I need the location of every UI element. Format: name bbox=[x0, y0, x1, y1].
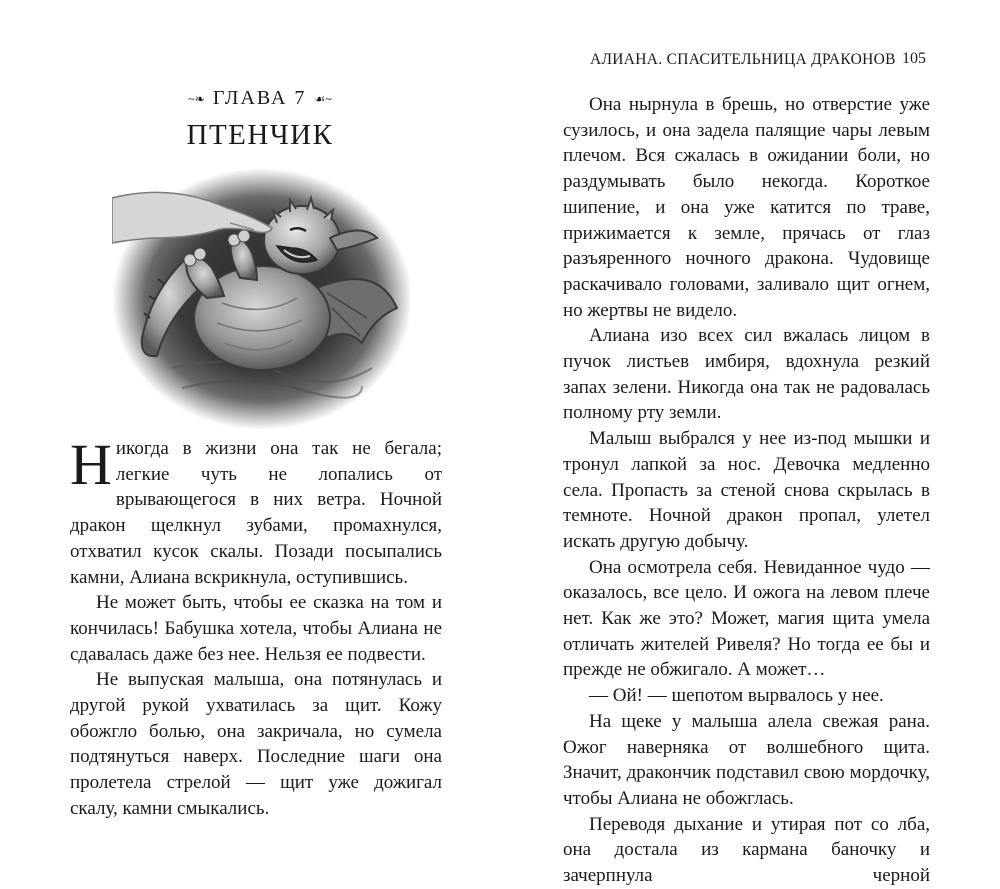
chapter-number: ГЛАВА 7 bbox=[212, 87, 307, 109]
right-page-text bbox=[563, 92, 930, 889]
dialogue-line: — Ой! — шепотом вырвалось у нее. bbox=[589, 685, 884, 707]
opening-paragraph bbox=[70, 432, 442, 590]
paragraph: Она осмотрела себя. Невиданное чудо — оказалось, все цело. И ожога на левом плече нет. Как же это? Может, магия щита умела отличать жителей Ривеля? Но тогда ее бы и прежде не обжигало. А может… bbox=[563, 556, 930, 681]
ornament-left-icon: ~❧ bbox=[188, 92, 205, 107]
right-page bbox=[500, 0, 1000, 887]
paragraph: Не может быть, чтобы ее сказка на том и кончилась! Бабушка хотела, чтобы Алиана не сдавалась даже без нее. Нельзя ее подвести. bbox=[70, 592, 442, 665]
paragraph: Переводя дыхание и утирая пот со лба, она достала из кармана баночку и зачерпнула черной bbox=[563, 813, 930, 887]
left-page bbox=[0, 0, 500, 819]
paragraph: Не выпуская малыша, она потянулась и другой рукой ухватилась за щит. Кожу обожгло болью, она закричала, но сумела подтянуться наверх. Последние шаги она пролетела стрелой — щит уже дожигал скалу, камни смыкались. bbox=[70, 669, 442, 819]
paragraph: На щеке у малыша алела свежая рана. Ожог наверняка от волшебного щита. Значит, дракончик подставил свою мордочку, чтобы Алиана не обожглась. bbox=[563, 710, 930, 809]
ornament-right-icon: ☙~ bbox=[314, 92, 332, 107]
page-number: 105 bbox=[902, 50, 926, 67]
left-page-text bbox=[70, 432, 442, 822]
chapter-label bbox=[150, 86, 370, 111]
baby-dragon-illustration bbox=[112, 168, 412, 430]
chapter-title: ПТЕНЧИК bbox=[186, 119, 334, 151]
paragraph: Малыш выбрался у нее из-под мышки и тронул лапкой за нос. Девочка медленно села. Пропасть за стеной снова скрылась в темноте. Ночной дракон пропал, улетел искать другую добычу. bbox=[563, 428, 930, 552]
paragraph: Алиана изо всех сил вжалась лицом в пучок листьев имбиря, вдохнула резкий запах зелени. Никогда она так не радовалась полному рту земли. bbox=[563, 325, 930, 424]
drop-cap: Н bbox=[70, 432, 112, 497]
opening-paragraph-text: икогда в жизни она так не бегала; легкие чуть не лопались от врывающегося в них ветра. Ночной дракон щелкнул зубами, промахнулся, отхватил кусок скалы. Позади посыпались камни, Алиана вскрикнула, оступившись. bbox=[70, 438, 442, 588]
running-head: АЛИАНА. СПАСИТЕЛЬНИЦА ДРАКОНОВ bbox=[590, 51, 896, 68]
paragraph: Она нырнула в брешь, но отверстие уже сузилось, и она задела палящие чары левым плечом. Вся сжалась в ожидании боли, но раздумывать было некогда. Короткое шипение, и она уже катится по траве, прижимается к земле, прячась от глаз разъяренного ночного дракона. Чудовище раскачивало головами, заливало щит огнем, но жертвы не видело. bbox=[563, 94, 930, 321]
